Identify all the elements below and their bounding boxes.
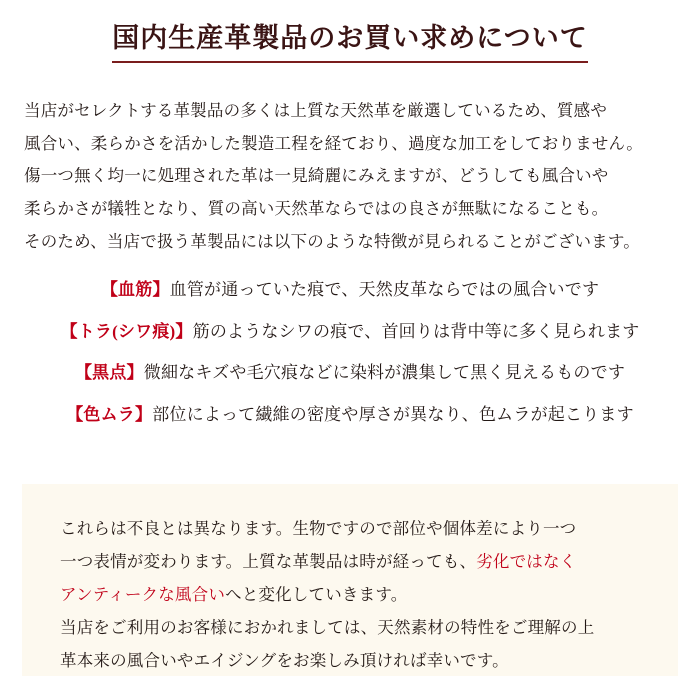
note-text — [60, 512, 660, 677]
intro-line: 風合い、柔らかさを活かした製造工程を経ており、過度な加工をしておりません。 — [24, 133, 643, 153]
note-line — [60, 578, 660, 611]
feature-description: 微細なキズや毛穴痕などに染料が濃集して黒く見えるものです — [143, 363, 626, 383]
note-line: これらは不良とは異なります。生物ですので部位や個体差により一つ — [60, 519, 577, 538]
feature-item — [0, 278, 700, 303]
note-line: 当店をご利用のお客様におかれましては、天然素材の特性をご理解の上 — [60, 618, 595, 637]
feature-description: 筋のようなシワの痕で、首回りは背中等に多く見られます — [192, 321, 640, 341]
note-line — [60, 545, 660, 578]
feature-term: 【血筋】 — [100, 280, 170, 299]
note-box — [22, 484, 678, 676]
note-highlight: アンティークな風合い — [60, 585, 226, 604]
intro-line: そのため、当店で扱う革製品には以下のような特徴が見られることがございます。 — [24, 231, 640, 251]
intro-line: 当店がセレクトする革製品の多くは上質な天然革を厳選しているため、質感や — [24, 101, 608, 120]
intro-line: 柔らかさが犠牲となり、質の高い天然革ならではの良さが無駄になることも。 — [24, 198, 609, 218]
feature-item — [0, 403, 700, 428]
intro-line: 傷一つ無く均一に処理された革は一見綺麗にみえますが、どうしても風合いや — [24, 166, 609, 186]
feature-term: 【色ムラ】 — [66, 404, 153, 424]
feature-item — [0, 361, 700, 386]
feature-term: 【黒点】 — [74, 363, 144, 383]
page-title: 国内生産革製品のお買い求めについて — [112, 22, 587, 63]
note-line: 革本来の風合いやエイジングをお楽しみ頂ければ幸いです。 — [60, 651, 509, 670]
feature-list — [0, 278, 700, 445]
note-line-text: 一つ表情が変わります。上質な革製品は時が経っても、 — [60, 552, 477, 571]
intro-paragraph — [24, 95, 680, 258]
note-line-text: へと変化していきます。 — [225, 585, 408, 604]
feature-description: 部位によって繊維の密度や厚さが異なり、色ムラが起こります — [152, 404, 634, 424]
page-title-container — [0, 22, 700, 63]
note-highlight: 劣化ではなく — [476, 552, 577, 571]
feature-item — [0, 320, 700, 345]
feature-description: 血管が通っていた痕で、天然皮革ならではの風合いです — [169, 280, 600, 299]
feature-term: 【トラ(シワ痕)】 — [60, 321, 193, 341]
